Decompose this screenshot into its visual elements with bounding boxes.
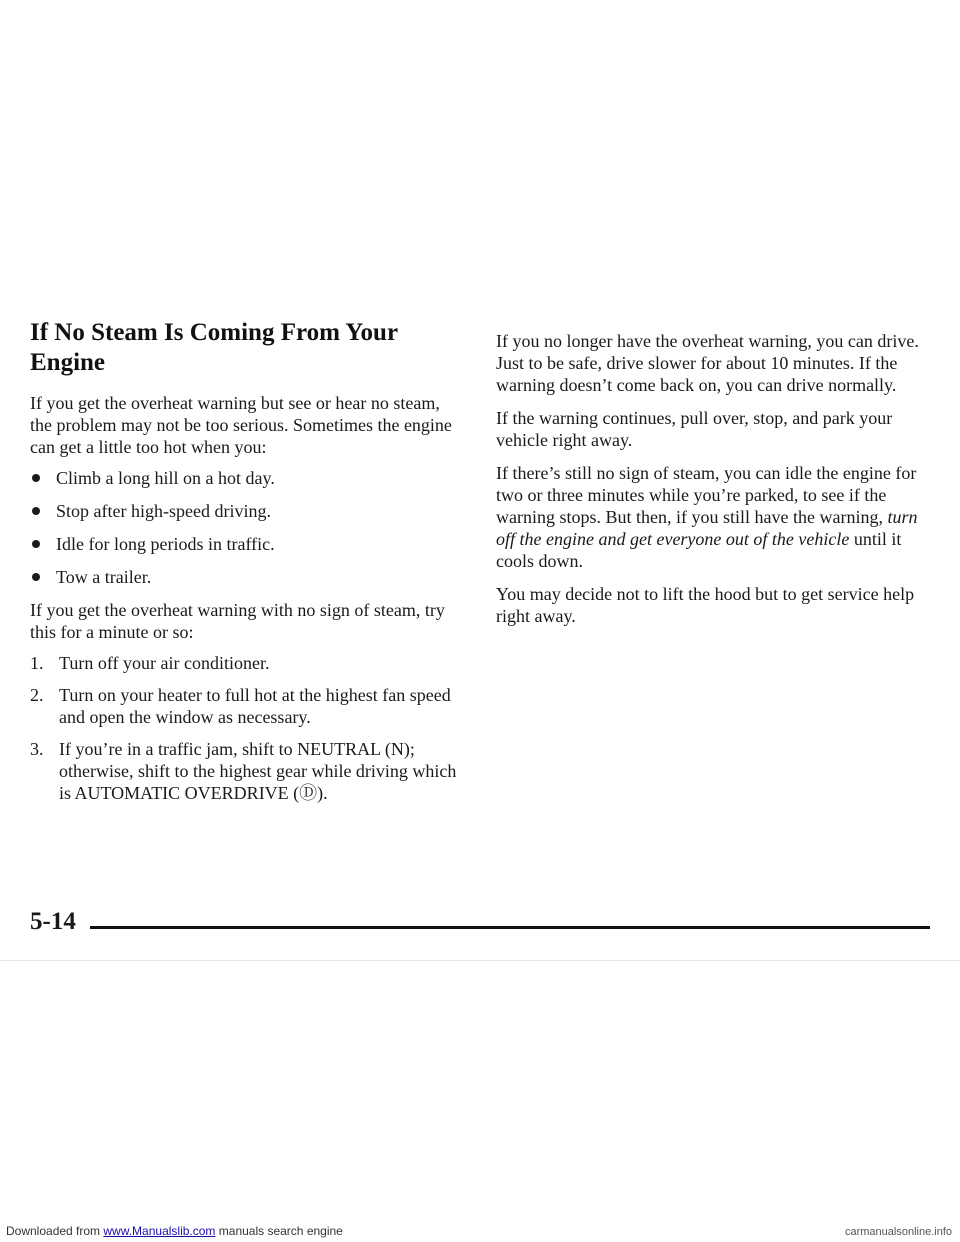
step-text: Turn on your heater to full hot at the highest fan speed and open the window as necessary. (59, 685, 451, 727)
steps-intro-paragraph: If you get the overheat warning with no sign of steam, try this for a minute or so: (30, 600, 445, 642)
step-item (30, 684, 460, 728)
intro-paragraph: If you get the overheat warning but see or hear no steam, the problem may not be too serious. Sometimes the engine can get a little too hot when you: (30, 393, 452, 457)
step-text: Turn off your air conditioner. (59, 653, 270, 673)
bullet-icon (32, 540, 40, 548)
list-item: Tow a trailer. (30, 566, 460, 588)
step-number: 2. (30, 685, 44, 705)
footer-divider (90, 926, 930, 929)
step-number: 3. (30, 739, 44, 759)
step-item (30, 738, 460, 804)
steps-list (30, 652, 460, 804)
paragraph-warning-continues: If the warning continues, pull over, stop, and park your vehicle right away. (496, 408, 893, 450)
left-column (30, 318, 460, 814)
list-item: Stop after high-speed driving. (30, 500, 460, 522)
conditions-list (30, 467, 460, 588)
bullet-icon (32, 474, 40, 482)
bullet-icon (32, 507, 40, 515)
page-number: 5-14 (30, 908, 76, 935)
step-text: If you’re in a traffic jam, shift to NEUTRAL (N); otherwise, shift to the highest gear while driving which is AUTOMATIC OVERDRIVE (Ⓓ). (59, 739, 457, 803)
right-column (496, 330, 936, 638)
site-watermark: carmanualsonline.info (844, 1226, 952, 1238)
manualslib-link[interactable]: www.Manualslib.com (103, 1224, 216, 1238)
scan-divider (0, 960, 960, 961)
bullet-icon (32, 573, 40, 581)
paragraph-no-steam: If there’s still no sign of steam, you can idle the engine for two or three minutes while you’re parked, to see if the warning stops. But then, if you still have the warning, turn off the engine and get everyone out of the vehicle until it cools down. (496, 463, 918, 571)
list-item: Idle for long periods in traffic. (30, 533, 460, 555)
section-heading: If No Steam Is Coming From Your Engine (30, 319, 398, 376)
italic-instruction: turn off the engine and get everyone out of the vehicle (496, 507, 918, 549)
paragraph-no-warning: If you no longer have the overheat warning, you can drive. Just to be safe, drive slower for about 10 minutes. If the warning doesn’t come back on, you can drive normally. (496, 331, 919, 395)
paragraph-service: You may decide not to lift the hood but to get service help right away. (496, 584, 915, 626)
download-watermark: Downloaded from www.Manualslib.com manuals search engine (6, 1224, 343, 1238)
step-item (30, 652, 460, 674)
list-item: Climb a long hill on a hot day. (30, 467, 460, 489)
step-number: 1. (30, 653, 44, 673)
